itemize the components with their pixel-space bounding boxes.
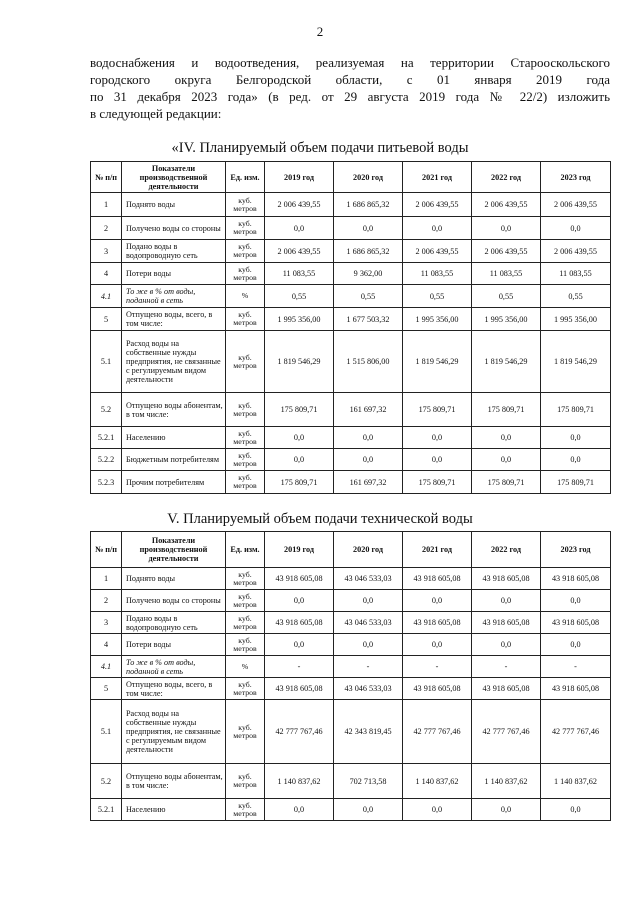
row-value-2021: 11 083,55 — [403, 263, 472, 285]
row-indicator: Потери воды — [122, 634, 226, 656]
row-unit: куб. метров — [226, 393, 265, 427]
row-number: 5.1 — [91, 700, 122, 764]
row-value-2019: 175 809,71 — [265, 471, 334, 494]
row-value-2022: 1 140 837,62 — [472, 764, 541, 799]
row-number: 2 — [91, 590, 122, 612]
page-number: 2 — [316, 24, 324, 39]
row-value-2019: 11 083,55 — [265, 263, 334, 285]
table-row — [91, 449, 611, 471]
row-value-2021: 0,0 — [403, 427, 472, 449]
row-value-2023: 175 809,71 — [541, 393, 611, 427]
row-number: 4 — [91, 634, 122, 656]
row-number: 3 — [91, 240, 122, 263]
row-value-2020: 161 697,32 — [334, 393, 403, 427]
section-5-title: V. Планируемый объем подачи технической воды — [167, 511, 473, 527]
row-number: 2 — [91, 217, 122, 240]
row-value-2019: 0,55 — [265, 285, 334, 308]
row-value-2019: 0,0 — [265, 217, 334, 240]
col-header-num: № п/п — [91, 162, 122, 193]
row-indicator: Расход воды на собственные нужды предприятия, не связанные с регулируемым видом деятельности — [122, 700, 226, 764]
row-indicator: Отпущено воды, всего, в том числе: — [122, 308, 226, 331]
row-value-2022: 175 809,71 — [472, 393, 541, 427]
row-value-2020: 0,0 — [334, 217, 403, 240]
col-header-unit: Ед. изм. — [226, 532, 265, 568]
row-value-2019: - — [265, 656, 334, 678]
row-indicator: Прочим потребителям — [122, 471, 226, 494]
row-number: 5 — [91, 308, 122, 331]
row-value-2020: 0,55 — [334, 285, 403, 308]
row-value-2020: 0,0 — [334, 590, 403, 612]
row-number: 4 — [91, 263, 122, 285]
row-number: 5.2.1 — [91, 427, 122, 449]
row-number: 1 — [91, 568, 122, 590]
table-row — [91, 331, 611, 393]
row-value-2022: 0,0 — [472, 427, 541, 449]
row-unit: куб. метров — [226, 471, 265, 494]
table-header-row — [91, 532, 611, 568]
row-indicator: То же в % от воды, поданной в сеть — [122, 656, 226, 678]
row-value-2019: 42 777 767,46 — [265, 700, 334, 764]
row-unit: куб. метров — [226, 590, 265, 612]
row-value-2020: 1 515 806,00 — [334, 331, 403, 393]
row-value-2023: 42 777 767,46 — [541, 700, 611, 764]
row-value-2020: 0,0 — [334, 427, 403, 449]
row-indicator: Поднято воды — [122, 193, 226, 217]
col-header-2023: 2023 год — [541, 532, 611, 568]
row-value-2022: 42 777 767,46 — [472, 700, 541, 764]
row-value-2019: 43 918 605,08 — [265, 678, 334, 700]
col-header-2023: 2023 год — [541, 162, 611, 193]
row-value-2021: 43 918 605,08 — [403, 678, 472, 700]
row-indicator: Поднято воды — [122, 568, 226, 590]
row-unit: куб. метров — [226, 678, 265, 700]
row-value-2023: 0,0 — [541, 217, 611, 240]
row-indicator: Расход воды на собственные нужды предприятия, не связанные с регулируемым видом деятельности — [122, 331, 226, 393]
row-value-2022: 43 918 605,08 — [472, 568, 541, 590]
row-value-2023: 43 918 605,08 — [541, 568, 611, 590]
row-value-2021: 0,0 — [403, 634, 472, 656]
row-unit: куб. метров — [226, 193, 265, 217]
table-row — [91, 240, 611, 263]
row-value-2020: 9 362,00 — [334, 263, 403, 285]
row-value-2021: 1 819 546,29 — [403, 331, 472, 393]
section-4-title: «IV. Планируемый объем подачи питьевой воды — [171, 140, 469, 156]
row-value-2020: 0,0 — [334, 449, 403, 471]
row-value-2021: 175 809,71 — [403, 393, 472, 427]
row-value-2019: 2 006 439,55 — [265, 193, 334, 217]
row-unit: куб. метров — [226, 568, 265, 590]
row-value-2022: 0,0 — [472, 634, 541, 656]
table-row — [91, 764, 611, 799]
row-value-2020: 43 046 533,03 — [334, 612, 403, 634]
col-header-2022: 2022 год — [472, 532, 541, 568]
row-value-2019: 0,0 — [265, 634, 334, 656]
row-value-2022: 0,0 — [472, 449, 541, 471]
col-header-2021: 2021 год — [403, 532, 472, 568]
row-value-2023: 2 006 439,55 — [541, 240, 611, 263]
row-value-2019: 0,0 — [265, 799, 334, 821]
intro-line: в следующей редакции: — [90, 106, 222, 121]
row-value-2019: 1 140 837,62 — [265, 764, 334, 799]
row-value-2022: 0,55 — [472, 285, 541, 308]
table-row — [91, 656, 611, 678]
row-value-2023: 0,0 — [541, 427, 611, 449]
row-value-2022: - — [472, 656, 541, 678]
row-value-2022: 1 819 546,29 — [472, 331, 541, 393]
table-row — [91, 568, 611, 590]
row-value-2019: 43 918 605,08 — [265, 612, 334, 634]
row-value-2021: 1 140 837,62 — [403, 764, 472, 799]
row-value-2023: 175 809,71 — [541, 471, 611, 494]
row-indicator: Подано воды в водопроводную сеть — [122, 612, 226, 634]
col-header-2020: 2020 год — [334, 532, 403, 568]
intro-paragraph — [90, 54, 610, 122]
row-unit: куб. метров — [226, 634, 265, 656]
row-unit: куб. метров — [226, 427, 265, 449]
row-value-2022: 2 006 439,55 — [472, 240, 541, 263]
row-value-2023: 0,0 — [541, 799, 611, 821]
row-value-2019: 2 006 439,55 — [265, 240, 334, 263]
row-value-2019: 0,0 — [265, 427, 334, 449]
intro-line: водоснабжения и водоотведения, реализуемая на территории Старооскольского — [90, 55, 610, 70]
row-value-2021: 43 918 605,08 — [403, 568, 472, 590]
row-number: 5.1 — [91, 331, 122, 393]
row-unit: % — [226, 656, 265, 678]
col-header-indicator: Показатели производственной деятельности — [122, 532, 226, 568]
row-indicator: Отпущено воды абонентам, в том числе: — [122, 393, 226, 427]
table-row — [91, 308, 611, 331]
row-number: 4.1 — [91, 285, 122, 308]
table-row — [91, 471, 611, 494]
row-unit: куб. метров — [226, 308, 265, 331]
row-value-2023: 2 006 439,55 — [541, 193, 611, 217]
table-row — [91, 634, 611, 656]
row-unit: куб. метров — [226, 331, 265, 393]
row-value-2022: 11 083,55 — [472, 263, 541, 285]
row-value-2023: - — [541, 656, 611, 678]
potable-water-table — [90, 161, 611, 494]
row-unit: куб. метров — [226, 217, 265, 240]
row-value-2019: 0,0 — [265, 449, 334, 471]
table-row — [91, 799, 611, 821]
intro-line: городского округа Белгородской области, с 01 января 2019 года — [90, 72, 610, 87]
row-indicator: Населению — [122, 427, 226, 449]
row-value-2020: 1 677 503,32 — [334, 308, 403, 331]
row-value-2022: 2 006 439,55 — [472, 193, 541, 217]
row-value-2021: 0,0 — [403, 449, 472, 471]
col-header-unit: Ед. изм. — [226, 162, 265, 193]
row-indicator: Потери воды — [122, 263, 226, 285]
row-value-2020: 161 697,32 — [334, 471, 403, 494]
table-row — [91, 263, 611, 285]
row-value-2019: 0,0 — [265, 590, 334, 612]
table-row — [91, 590, 611, 612]
row-value-2021: - — [403, 656, 472, 678]
row-number: 5.2.2 — [91, 449, 122, 471]
row-indicator: Получено воды со стороны — [122, 590, 226, 612]
row-unit: куб. метров — [226, 764, 265, 799]
table-row — [91, 217, 611, 240]
table-row — [91, 678, 611, 700]
row-value-2020: 1 686 865,32 — [334, 240, 403, 263]
row-number: 5 — [91, 678, 122, 700]
table-row — [91, 612, 611, 634]
row-indicator: Населению — [122, 799, 226, 821]
row-value-2021: 175 809,71 — [403, 471, 472, 494]
row-value-2020: 42 343 819,45 — [334, 700, 403, 764]
row-value-2022: 0,0 — [472, 217, 541, 240]
row-value-2023: 1 140 837,62 — [541, 764, 611, 799]
row-value-2022: 0,0 — [472, 799, 541, 821]
row-value-2021: 1 995 356,00 — [403, 308, 472, 331]
row-value-2020: 0,0 — [334, 634, 403, 656]
col-header-2019: 2019 год — [265, 162, 334, 193]
row-value-2021: 0,0 — [403, 799, 472, 821]
row-value-2020: 0,0 — [334, 799, 403, 821]
row-number: 5.2.1 — [91, 799, 122, 821]
row-number: 5.2.3 — [91, 471, 122, 494]
row-value-2023: 0,0 — [541, 634, 611, 656]
row-unit: куб. метров — [226, 263, 265, 285]
row-number: 4.1 — [91, 656, 122, 678]
row-value-2019: 1 819 546,29 — [265, 331, 334, 393]
row-value-2020: 43 046 533,03 — [334, 678, 403, 700]
intro-line: по 31 декабря 2023 года» (в ред. от 29 августа 2019 года № 22/2) изложить — [90, 89, 610, 104]
row-unit: % — [226, 285, 265, 308]
row-value-2023: 43 918 605,08 — [541, 678, 611, 700]
row-indicator: Подано воды в водопроводную сеть — [122, 240, 226, 263]
row-value-2022: 175 809,71 — [472, 471, 541, 494]
row-value-2021: 0,55 — [403, 285, 472, 308]
row-value-2022: 43 918 605,08 — [472, 612, 541, 634]
row-value-2023: 11 083,55 — [541, 263, 611, 285]
row-unit: куб. метров — [226, 612, 265, 634]
row-number: 1 — [91, 193, 122, 217]
col-header-2020: 2020 год — [334, 162, 403, 193]
technical-water-table — [90, 531, 611, 821]
row-value-2023: 1 995 356,00 — [541, 308, 611, 331]
table-row — [91, 285, 611, 308]
row-value-2019: 43 918 605,08 — [265, 568, 334, 590]
row-value-2020: 1 686 865,32 — [334, 193, 403, 217]
row-value-2021: 42 777 767,46 — [403, 700, 472, 764]
row-value-2022: 43 918 605,08 — [472, 678, 541, 700]
row-value-2019: 175 809,71 — [265, 393, 334, 427]
col-header-2019: 2019 год — [265, 532, 334, 568]
row-indicator: Отпущено воды, всего, в том числе: — [122, 678, 226, 700]
row-value-2023: 0,0 — [541, 449, 611, 471]
row-unit: куб. метров — [226, 799, 265, 821]
row-unit: куб. метров — [226, 700, 265, 764]
row-indicator: Бюджетным потребителям — [122, 449, 226, 471]
row-value-2020: 702 713,58 — [334, 764, 403, 799]
table-row — [91, 700, 611, 764]
table-row — [91, 427, 611, 449]
row-value-2019: 1 995 356,00 — [265, 308, 334, 331]
row-indicator: То же в % от воды, поданной в сеть — [122, 285, 226, 308]
row-value-2023: 0,0 — [541, 590, 611, 612]
row-value-2021: 2 006 439,55 — [403, 240, 472, 263]
row-value-2023: 1 819 546,29 — [541, 331, 611, 393]
row-value-2021: 0,0 — [403, 217, 472, 240]
row-number: 3 — [91, 612, 122, 634]
row-value-2021: 0,0 — [403, 590, 472, 612]
row-indicator: Отпущено воды абонентам, в том числе: — [122, 764, 226, 799]
table-row — [91, 193, 611, 217]
row-indicator: Получено воды со стороны — [122, 217, 226, 240]
row-value-2020: 43 046 533,03 — [334, 568, 403, 590]
col-header-num: № п/п — [91, 532, 122, 568]
row-number: 5.2 — [91, 764, 122, 799]
col-header-2021: 2021 год — [403, 162, 472, 193]
row-value-2022: 0,0 — [472, 590, 541, 612]
row-unit: куб. метров — [226, 449, 265, 471]
table-row — [91, 393, 611, 427]
row-value-2022: 1 995 356,00 — [472, 308, 541, 331]
row-value-2021: 43 918 605,08 — [403, 612, 472, 634]
col-header-indicator: Показатели производственной деятельности — [122, 162, 226, 193]
row-value-2020: - — [334, 656, 403, 678]
table-header-row — [91, 162, 611, 193]
row-value-2023: 0,55 — [541, 285, 611, 308]
row-value-2021: 2 006 439,55 — [403, 193, 472, 217]
col-header-2022: 2022 год — [472, 162, 541, 193]
row-unit: куб. метров — [226, 240, 265, 263]
row-value-2023: 43 918 605,08 — [541, 612, 611, 634]
row-number: 5.2 — [91, 393, 122, 427]
